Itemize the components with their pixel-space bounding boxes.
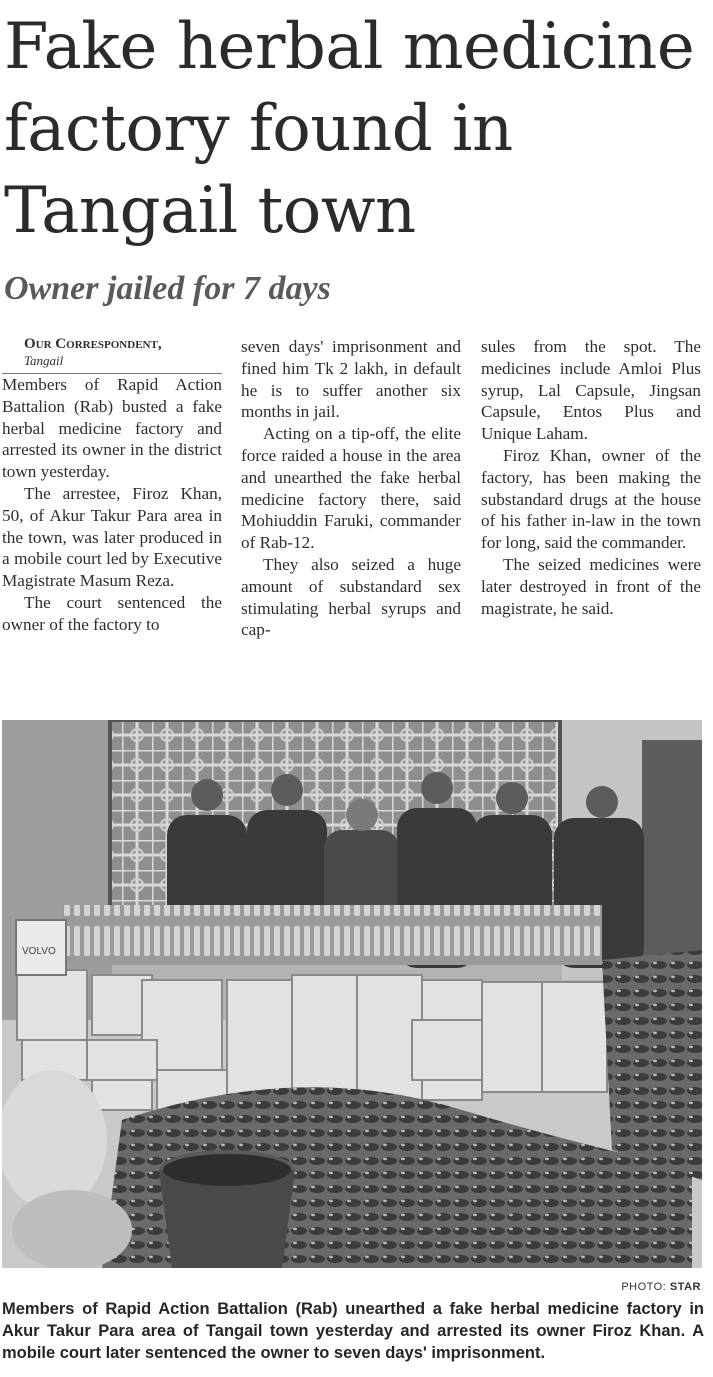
paragraph: The arrestee, Firoz Khan, 50, of Akur Takur Para area in the town, was later produced in a mobile court led by Executive Magistrate Masum Reza.: [2, 483, 222, 591]
paragraph: The seized medicines were later destroyed in front of the magistrate, he said.: [481, 554, 701, 618]
paragraph: Members of Rapid Action Battalion (Rab) busted a fake herbal medicine factory and arrested its owner in the district town yesterday.: [2, 375, 222, 482]
news-photo-illustration: [2, 720, 702, 1268]
article-column-3: [481, 336, 701, 619]
byline: Our Correspondent,: [24, 336, 162, 352]
paragraph: sules from the spot. The medicines include Amloi Plus syrup, Lal Capsule, Jingsan Capsule, Entos Plus and Unique Laham.: [481, 337, 701, 444]
photo-credit: [621, 1281, 701, 1293]
headline: Fake herbal medicine factory found in Tangail town: [4, 10, 695, 248]
article-column-1: [2, 336, 222, 636]
news-photo: [2, 720, 702, 1268]
paragraph: Firoz Khan, owner of the factory, has been making the substandard drugs at the house of his father in-law in the town for long, said the commander.: [481, 445, 701, 553]
subheadline: Owner jailed for 7 days: [4, 270, 331, 307]
dateline: Tangail: [2, 353, 222, 374]
paragraph: Acting on a tip-off, the elite force raided a house in the area and unearthed the fake herbal medicine factory there, said Mohiuddin Faruki, commander of Rab-12.: [241, 424, 461, 553]
photo-caption: Members of Rapid Action Battalion (Rab) unearthed a fake herbal medicine factory in Akur Takur Para area of Tangail town yesterday and arrested its owner Firoz Khan. A mobile court later sentenced the owner to seven days' imprisonment.: [2, 1300, 704, 1362]
paragraph: The court sentenced the owner of the factory to: [2, 592, 222, 634]
paragraph: They also seized a huge amount of substandard sex stimulating herbal syrups and cap-: [241, 554, 461, 640]
photo-credit-prefix: PHOTO:: [621, 1281, 667, 1293]
photo-credit-source: STAR: [669, 1281, 701, 1293]
box-label: VOLVO: [22, 946, 56, 957]
article-column-2: [241, 336, 461, 641]
paragraph: seven days' imprisonment and fined him Tk 2 lakh, in default he is to suffer another six months in jail.: [241, 337, 461, 422]
